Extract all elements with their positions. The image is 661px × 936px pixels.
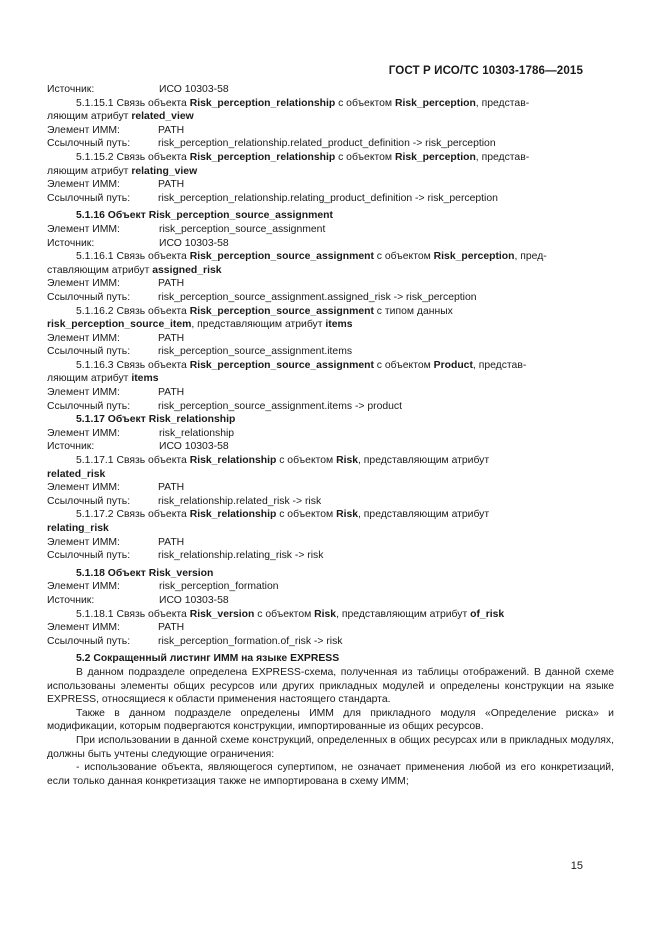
clause-5-1-16-2-cont: risk_perception_source_item, представляющим атрибут items [47,319,353,331]
element-line: Элемент ИММ: PATH [47,179,185,191]
element-line: Элемент ИММ: PATH [47,622,185,634]
source-label: Источник: [47,84,95,95]
element-line: Элемент ИММ: PATH [47,387,185,399]
clause-5-1-17-2-cont: relating_risk [47,523,109,534]
source-value: ИСО 10303-58 [159,84,229,95]
element-line: Элемент ИММ: PATH [47,332,185,344]
element-line: Элемент ИММ: PATH [47,278,185,290]
source-line [47,83,614,97]
element-line: Элемент ИММ: PATH [47,482,185,494]
standard-header: ГОСТ Р ИСО/ТС 10303-1786—2015 [388,64,583,77]
ref-line: Ссылочный путь: risk_relationship.related_risk -> risk [47,495,322,507]
ref-line: Ссылочный путь: risk_perception_source_assignment.items [47,346,353,358]
clause-5-1-15-1: 5.1.15.1 Связь объекта Risk_perception_relationship с объектом Risk_perception, представ- [76,97,530,109]
clause-5-1-16-2: 5.1.16.2 Связь объекта Risk_perception_source_assignment с типом данных [76,305,453,317]
ref-line: Ссылочный путь: risk_perception_relationship.related_product_definition -> risk_perception [47,138,496,150]
source-line: Источник: ИСО 10303-58 [47,594,229,606]
page-content [47,83,614,788]
clause-5-1-17-1: 5.1.17.1 Связь объекта Risk_relationship с объектом Risk, представляющим атрибут [76,455,490,467]
ref-line: Ссылочный путь: risk_perception_source_assignment.items -> product [47,400,403,412]
section-5-2-heading: 5.2 Сокращенный листинг ИММ на языке EXPRESS [76,653,340,665]
source-line: Источник: ИСО 10303-58 [47,441,229,453]
paragraph-3: При использовании в данной схеме конструкций, определенных в общих ресурсах или в прикладных модулях, должны быть учтены следующие ограничения: [47,734,614,760]
source-line: Источник: ИСО 10303-58 [47,237,229,249]
clause-5-1-15-2-cont: ляющим атрибут relating_view [47,165,198,177]
element-line: Элемент ИММ: PATH [47,124,185,136]
ref-line: Ссылочный путь: risk_perception_formation.of_risk -> risk [47,635,343,647]
clause-5-1-16-1: 5.1.16.1 Связь объекта Risk_perception_source_assignment с объектом Risk_perception, пред- [76,251,547,263]
paragraph-4: - использование объекта, являющегося супертипом, не означает применения любой из его конкретизаций, если только данная конкретизация также не импортирована в схему ИММ; [47,762,614,787]
paragraph-2: Также в данном подразделе определены ИММ для прикладного модуля «Определение риска» и модификации, которым подвергаются конструкции, импортированные из общих ресурсов. [47,707,614,733]
paragraph-1: В данном подразделе определена EXPRESS-схема, полученная из таблицы отображений. В данной схеме использованы элементы общих ресурсов или других прикладных модулей и определены конструкции на языке EXPRESS, относящиеся к области применения настоящего стандарта. [47,666,614,706]
section-5-1-18-heading: 5.1.18 Объект Risk_version [76,567,214,579]
element-line: Элемент ИММ: PATH [47,536,185,548]
section-5-1-16-heading: 5.1.16 Объект Risk_perception_source_assignment [76,210,333,222]
clause-5-1-16-3: 5.1.16.3 Связь объекта Risk_perception_source_assignment с объектом Product, представ- [76,359,527,371]
clause-5-1-15-1-cont: ляющим атрибут related_view [47,111,194,123]
clause-5-1-16-1-cont: ставляющим атрибут assigned_risk [47,264,222,276]
ref-line: Ссылочный путь: risk_relationship.relating_risk -> risk [47,550,324,562]
element-line: Элемент ИММ: risk_perception_source_assignment [47,223,326,235]
clause-5-1-17-1-cont: related_risk [47,468,106,480]
element-line: Элемент ИММ: risk_perception_formation [47,581,279,593]
clause-5-1-17-2: 5.1.17.2 Связь объекта Risk_relationship с объектом Risk, представляющим атрибут [76,509,490,521]
ref-line: Ссылочный путь: risk_perception_relationship.relating_product_definition -> risk_perception [47,192,498,204]
element-line: Элемент ИММ: risk_relationship [47,427,235,439]
section-5-1-17-heading: 5.1.17 Объект Risk_relationship [76,414,236,426]
ref-line: Ссылочный путь: risk_perception_source_assignment.assigned_risk -> risk_perception [47,291,477,303]
clause-5-1-18-1: 5.1.18.1 Связь объекта Risk_version с объектом Risk, представляющим атрибут of_risk [76,608,505,620]
clause-5-1-15-2: 5.1.15.2 Связь объекта Risk_perception_relationship с объектом Risk_perception, представ- [76,151,530,163]
page-number: 15 [570,860,583,872]
clause-5-1-16-3-cont: ляющим атрибут items [47,373,159,385]
